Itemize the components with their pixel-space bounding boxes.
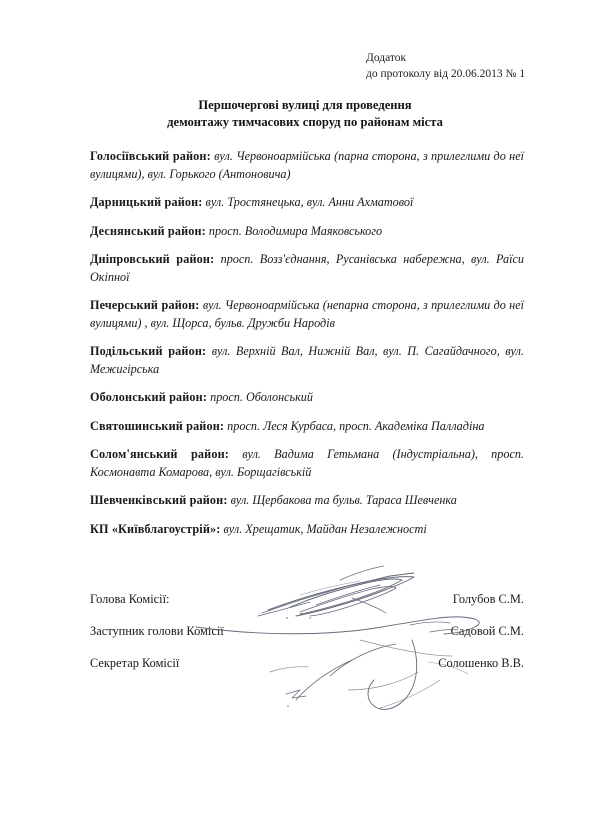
- district-name: Деснянський район:: [90, 223, 206, 238]
- district-name: Дніпровський район:: [90, 252, 215, 266]
- district-entry: [90, 297, 524, 332]
- appendix-label: Додаток: [366, 52, 407, 64]
- district-name: Шевченківський район:: [90, 493, 228, 507]
- page-title-line-2: демонтажу тимчасових споруд по районам міста: [167, 115, 443, 129]
- district-name: Голосіївський район:: [90, 149, 211, 163]
- signature-role: Секретар Комісії: [90, 656, 180, 670]
- district-name: Дарницький район:: [90, 195, 203, 209]
- page-title: [90, 97, 520, 131]
- signature-row: [90, 592, 524, 624]
- district-name: Святошинський район:: [90, 418, 225, 433]
- district-name: КП «Київблагоустрій»:: [90, 521, 221, 536]
- signature-row: [90, 656, 524, 688]
- signature-block: [90, 592, 524, 688]
- district-entry: [90, 343, 524, 378]
- signature-name: Голубов С.М.: [452, 592, 524, 606]
- district-streets: вул. Щербакова та бульв. Тараса Шевченка: [230, 493, 457, 507]
- district-streets: вул. Верхній Вал, Нижній Вал, вул. П. Сагайдачного, вул. Межигірська: [90, 344, 524, 376]
- signature-name: Солошенко В.В.: [438, 656, 524, 670]
- signature-row: [90, 624, 524, 656]
- district-streets: просп. Возз'єднання, Русанівська набережна, вул. Раїси Окіпної: [90, 252, 524, 284]
- district-streets: просп. Володимира Маяковського: [208, 223, 383, 238]
- district-streets: вул. Тростянецька, вул. Анни Ахматової: [205, 195, 414, 209]
- district-entry: [90, 492, 524, 510]
- district-entry: [90, 389, 524, 407]
- district-streets: просп. Оболонський: [210, 390, 313, 404]
- district-entry: [90, 194, 524, 212]
- district-name: Печерський район:: [90, 298, 200, 312]
- signature-name: Садовой С.М.: [450, 624, 524, 638]
- district-entry: [90, 521, 524, 539]
- district-entry: [90, 418, 524, 436]
- district-entry: [90, 446, 524, 481]
- district-name: Оболонський район:: [90, 390, 208, 404]
- district-streets: вул. Червоноармійська (парна сторона, з прилеглими до неї вулицями), вул. Горького (Антоновича): [90, 149, 524, 181]
- district-streets: вул. Червоноармійська (непарна сторона, з прилеглими до неї вулицями) , вул. Щорса, бульв. Дружби Народів: [90, 298, 525, 330]
- district-name: Подільський район:: [90, 344, 207, 358]
- protocol-reference: до протоколу від 20.06.2013 № 1: [366, 68, 526, 80]
- district-entry: [90, 148, 524, 183]
- district-streets: просп. Леся Курбаса, просп. Академіка Палладіна: [227, 418, 485, 433]
- district-entry: [90, 251, 524, 286]
- signature-role: Голова Комісії:: [90, 592, 170, 606]
- district-streets: вул. Хрещатик, Майдан Незалежності: [223, 521, 427, 536]
- document-header: [366, 50, 525, 82]
- district-list: [90, 148, 524, 538]
- signature-role: Заступник голови Комісії: [90, 624, 224, 638]
- district-name: Солом'янський район:: [90, 447, 229, 461]
- district-entry: [90, 223, 524, 241]
- page-title-line-1: Першочергові вулиці для проведення: [198, 98, 412, 112]
- district-streets: вул. Вадима Гетьмана (Індустріальна), просп. Космонавта Комарова, вул. Борщагівській: [90, 447, 524, 479]
